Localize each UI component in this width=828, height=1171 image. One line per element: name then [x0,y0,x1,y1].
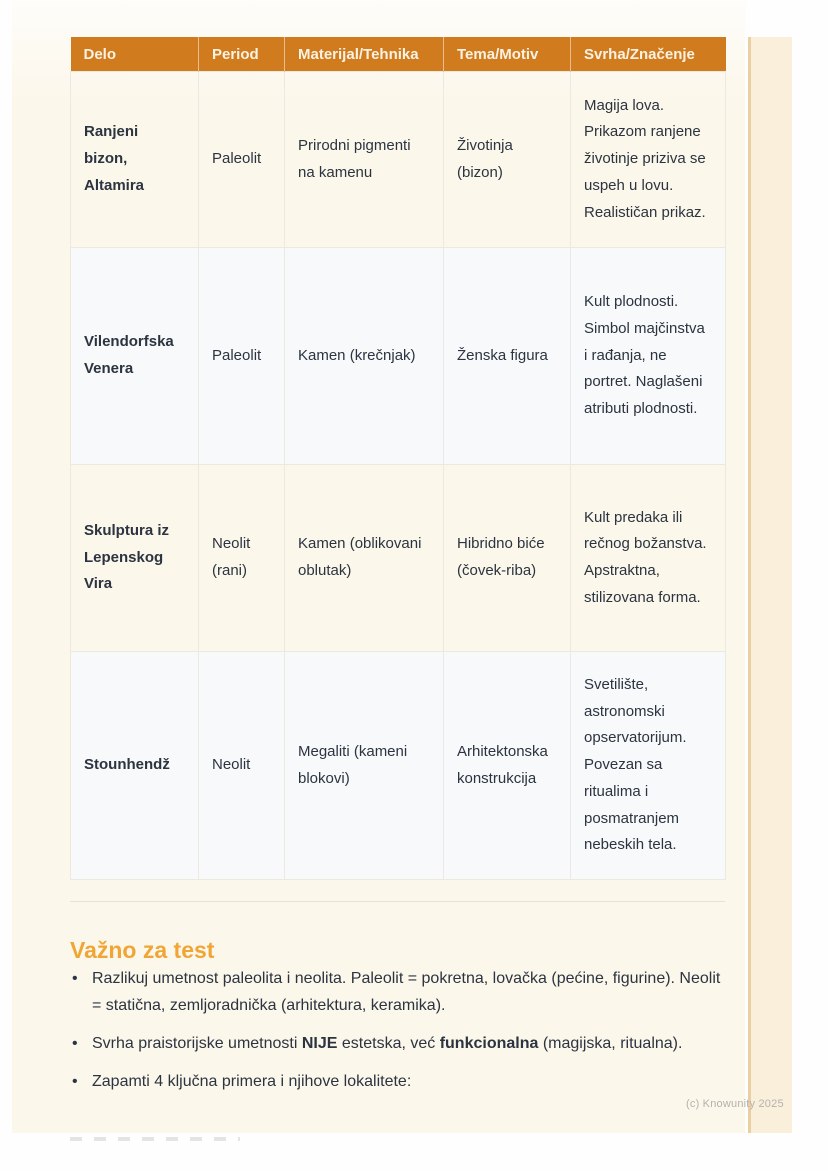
header-row [71,37,726,72]
cell-delo: Vilendorfska Venera [71,248,199,465]
bullet-icon: • [72,970,78,987]
bullet-icon: • [72,1072,78,1090]
cell-tema: Ženska figura [444,248,571,465]
cell-svrha: Svetilište, astronomski opservatorijum. Povezan sa ritualima i posmatranjem nebeskih tela. [571,652,726,880]
cell-materijal: Kamen (krečnjak) [285,248,444,465]
cell-materijal: Kamen (oblikovani oblutak) [285,465,444,652]
cell-tema: Životinja (bizon) [444,72,571,248]
bullet-plain-text: Svrha praistorijske umetnosti [92,1034,302,1052]
column-header: Materijal/Tehnika [285,37,444,72]
cell-period: Neolit [199,652,285,880]
clipped-text-remnant [70,1137,240,1141]
bullet-item [70,1031,732,1058]
column-header: Svrha/Značenje [571,37,726,72]
bullet-icon: • [72,1034,78,1052]
table-body [71,72,726,880]
cell-delo: Ranjeni bizon, Altamira [71,72,199,248]
bullet-item [70,1069,732,1096]
bullet-bold-text: funkcionalna [439,1034,539,1052]
table-header-row [71,37,726,72]
cell-materijal: Megaliti (kameni blokovi) [285,652,444,880]
column-header: Delo [71,37,199,72]
cell-materijal: Prirodni pigmenti na kamenu [285,72,444,248]
cell-tema: Hibridno biće (čovek-riba) [444,465,571,652]
cell-delo: Stounhendž [71,652,199,880]
next-page-edge [748,37,792,1133]
cell-tema: Arhitektonska konstrukcija [444,652,571,880]
bullet-plain-text: estetska, već [337,1034,440,1052]
table-row [71,72,726,248]
cell-delo: Skulptura iz Lepenskog Vira [71,465,199,652]
bullet-list [70,966,732,1107]
bullet-text [92,970,720,1014]
section-heading: Važno za test [70,937,215,964]
prehistoric-art-table [70,37,726,880]
bullet-item [70,966,732,1020]
bullet-bold-text: NIJE [301,1034,338,1052]
document-page [12,0,745,1133]
bullet-text [92,1035,682,1052]
bullet-plain-text: Zapamti 4 ključna primera i njihove lokalitete: [92,1072,412,1090]
table-row [71,465,726,652]
bullet-plain-text: (magijska, ritualna). [538,1034,683,1052]
column-header: Tema/Motiv [444,37,571,72]
bullet-plain-text: Razlikuj umetnost paleolita i neolita. Paleolit = pokretna, lovačka (pećine, figurine). Neolit = statična, zemljoradnička (arhitektura, keramika). [92,970,721,1014]
cell-period: Neolit (rani) [199,465,285,652]
column-header: Period [199,37,285,72]
table-row [71,248,726,465]
section-divider [70,901,725,902]
bullet-text [92,1073,411,1090]
cell-svrha: Kult plodnosti. Simbol majčinstva i rađanja, ne portret. Naglašeni atributi plodnosti. [571,248,726,465]
table-row [71,652,726,880]
cell-period: Paleolit [199,248,285,465]
cell-svrha: Kult predaka ili rečnog božanstva. Apstraktna, stilizovana forma. [571,465,726,652]
cell-svrha: Magija lova. Prikazom ranjene životinje priziva se uspeh u lovu. Realističan prikaz. [571,72,726,248]
cell-period: Paleolit [199,72,285,248]
watermark: (c) Knowunity 2025 [686,1098,784,1110]
